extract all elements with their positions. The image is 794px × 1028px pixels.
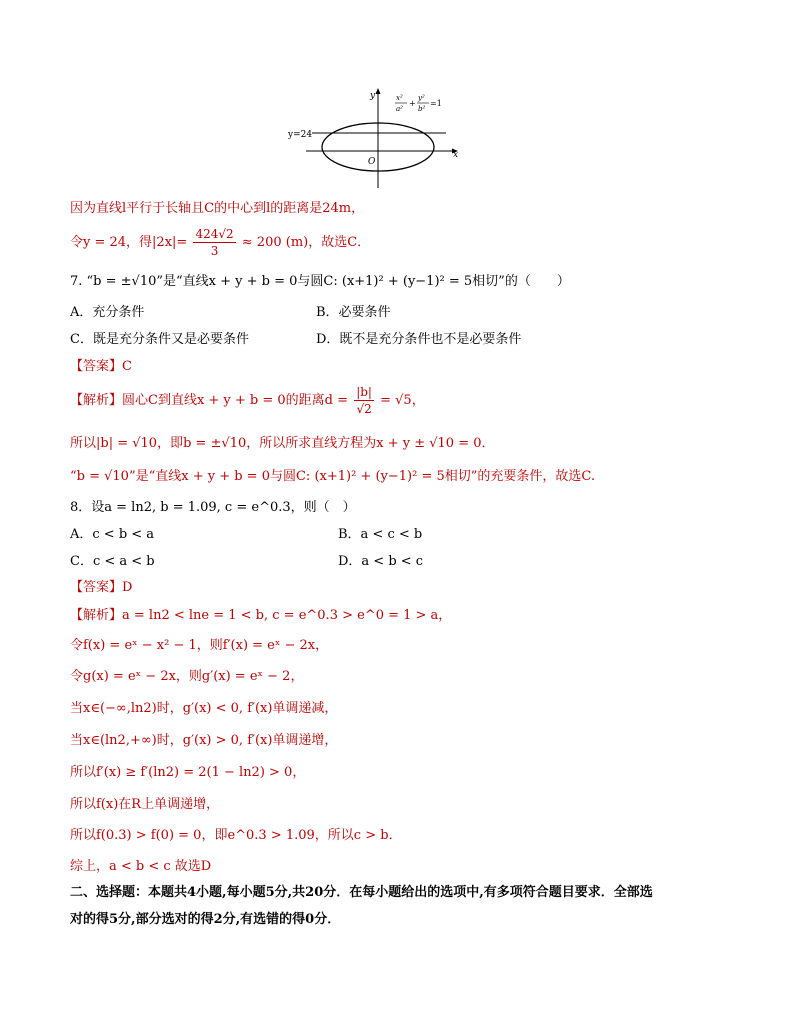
eq-rhs: =1: [430, 99, 442, 108]
axis-label-x: x: [453, 150, 459, 160]
q7-line-2: 所以|b| = √10，即b = ±√10，所以所求直线方程为x + y ± √10 = 0．: [70, 436, 495, 451]
fraction-denominator: 3: [210, 244, 219, 258]
svg-text:+: +: [409, 99, 416, 108]
q7-option-c: C．既是充分条件又是必要条件: [70, 332, 249, 347]
eq-num-1: x²: [396, 94, 403, 102]
q8-line-6: 所以f′(x) ≥ f′(ln2) = 2(1 − ln2) > 0，: [70, 765, 306, 780]
q7-explanation-a: 【解析】圆心C到直线x + y + b = 0的距离d =: [70, 393, 349, 408]
axis-label-y: y: [370, 91, 376, 101]
fraction-424: [193, 226, 235, 259]
fraction-numerator: |b|: [356, 385, 372, 399]
eq-num-2: y²: [418, 94, 425, 102]
question-7: 7. “b = ±√10”是“直线x + y + b = 0与圆C: (x+1)² + (y−1)² = 5相切”的（ ）: [70, 274, 570, 289]
q8-answer: 【答案】D: [70, 580, 133, 595]
text-line-2-a: 令y = 24，得|2x|=: [70, 235, 188, 250]
fraction-denominator: √2: [356, 402, 372, 416]
q7-option-b: B．必要条件: [316, 305, 391, 320]
section-2-heading-line-2: 对的得5分,部分选对的得2分,有选错的得0分．: [70, 912, 341, 927]
eq-den-2: b²: [418, 105, 426, 113]
q7-explanation: [70, 384, 425, 417]
q8-line-8: 所以f(0.3) > f(0) = 0，即e^0.3 > 1.09，所以c > b．: [70, 828, 402, 843]
fraction-numerator: 424√2: [195, 227, 234, 241]
q7-option-d: D．既不是充分条件也不是必要条件: [316, 332, 522, 347]
q8-line-5: 当x∈(ln2,+∞)时，g′(x) > 0, f′(x)单调递增，: [70, 733, 338, 748]
q7-answer: 【答案】C: [70, 359, 132, 374]
q7-line-3: “b = √10”是“直线x + y + b = 0与圆C: (x+1)² + (y−1)² = 5相切”的充要条件，故选C.: [70, 469, 596, 484]
q8-line-3: 令g(x) = eˣ − 2x，则g′(x) = eˣ − 2，: [70, 669, 304, 684]
q8-option-d: D．a < b < c: [338, 554, 424, 569]
q8-option-a: A．c < b < a: [70, 527, 155, 542]
q7-option-a: A．充分条件: [70, 305, 145, 320]
question-8: 8．设a = ln2, b = 1.09, c = e^0.3，则（ ）: [70, 500, 356, 515]
line-label: y=24: [288, 130, 313, 140]
q8-line-9: 综上，a < b < c 故选D: [70, 859, 212, 874]
q8-option-b: B．a < c < b: [338, 527, 423, 542]
q8-line-2: 令f(x) = eˣ − x² − 1，则f′(x) = eˣ − 2x，: [70, 638, 329, 653]
q8-line-1: 【解析】a = ln2 < lne = 1 < b, c = e^0.3 > e^0 = 1 > a，: [70, 608, 452, 623]
q8-option-c: C．c < a < b: [70, 554, 155, 569]
origin-label: O: [368, 157, 376, 167]
fraction-distance: [354, 384, 374, 417]
ellipse-figure: [282, 84, 462, 190]
q8-line-7: 所以f(x)在R上单调递增，: [70, 797, 220, 812]
text-line-1: 因为直线l平行于长轴且C的中心到l的距离是24m，: [70, 201, 365, 216]
text-line-2-b: ≈ 200 (m)，故选C．: [241, 235, 371, 250]
q8-line-4: 当x∈(−∞,ln2)时，g′(x) < 0, f′(x)单调递减，: [70, 701, 338, 716]
text-line-2: [70, 226, 370, 259]
section-2-heading-line-1: 二、选择题：本题共4小题,每小题5分,共20分．在每小题给出的选项中,有多项符合题目要求．全部选: [70, 885, 653, 900]
q7-explanation-b: = √5，: [380, 393, 425, 408]
eq-den-1: a²: [396, 105, 403, 113]
